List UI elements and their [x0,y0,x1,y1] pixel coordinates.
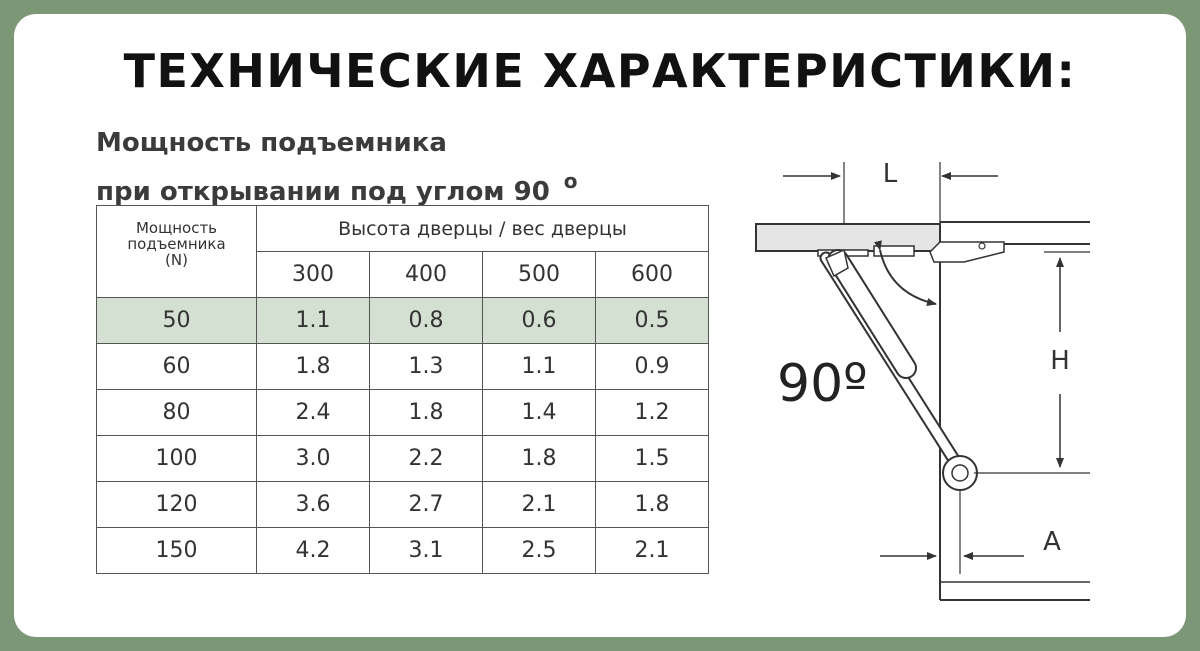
dimension-a [880,490,1061,574]
content-card [14,14,1186,637]
cabinet-side [940,244,1090,600]
power-cell: 50 [97,298,257,344]
value-cell: 1.8 [483,436,596,482]
value-cell: 2.7 [370,482,483,528]
value-cell: 1.5 [596,436,709,482]
row-header-line: (N) [165,251,188,269]
column-header: 400 [370,252,483,298]
cabinet-top [940,222,1090,244]
value-cell: 2.2 [370,436,483,482]
dimension-h [974,252,1090,473]
angle-label: 90º [777,354,868,414]
value-cell: 4.2 [257,528,370,574]
label-a: A [1043,527,1061,557]
value-cell: 2.1 [483,482,596,528]
group-header-cell: Высота дверцы / вес дверцы [257,206,709,252]
value-cell: 0.8 [370,298,483,344]
column-header: 300 [257,252,370,298]
value-cell: 1.3 [370,344,483,390]
value-cell: 1.1 [257,298,370,344]
value-cell: 2.5 [483,528,596,574]
lift-mounting-diagram [14,14,1186,637]
value-cell: 3.6 [257,482,370,528]
value-cell: 1.8 [596,482,709,528]
column-header: 600 [596,252,709,298]
value-cell: 1.2 [596,390,709,436]
value-cell: 3.1 [370,528,483,574]
power-cell: 80 [97,390,257,436]
angle-arc [880,250,936,304]
row-header-line: подъемника [127,235,226,253]
value-cell: 0.9 [596,344,709,390]
label-l: L [882,159,898,189]
row-header-line: Мощность [135,219,218,237]
power-cell: 60 [97,344,257,390]
power-cell: 150 [97,528,257,574]
value-cell: 1.1 [483,344,596,390]
label-h: H [1050,346,1070,376]
value-cell: 1.8 [370,390,483,436]
subtitle-line-2-text: при открывании под углом 90 [96,177,550,207]
degree-mark: о [563,169,578,193]
value-cell: 1.4 [483,390,596,436]
value-cell: 3.0 [257,436,370,482]
subtitle-line-1: Мощность подъемника [96,128,447,158]
page-title: ТЕХНИЧЕСКИЕ ХАРАКТЕРИСТИКИ: [123,44,1077,98]
value-cell: 0.5 [596,298,709,344]
column-header: 500 [483,252,596,298]
value-cell: 1.8 [257,344,370,390]
power-cell: 100 [97,436,257,482]
value-cell: 2.4 [257,390,370,436]
power-cell: 120 [97,482,257,528]
value-cell: 0.6 [483,298,596,344]
value-cell: 2.1 [596,528,709,574]
